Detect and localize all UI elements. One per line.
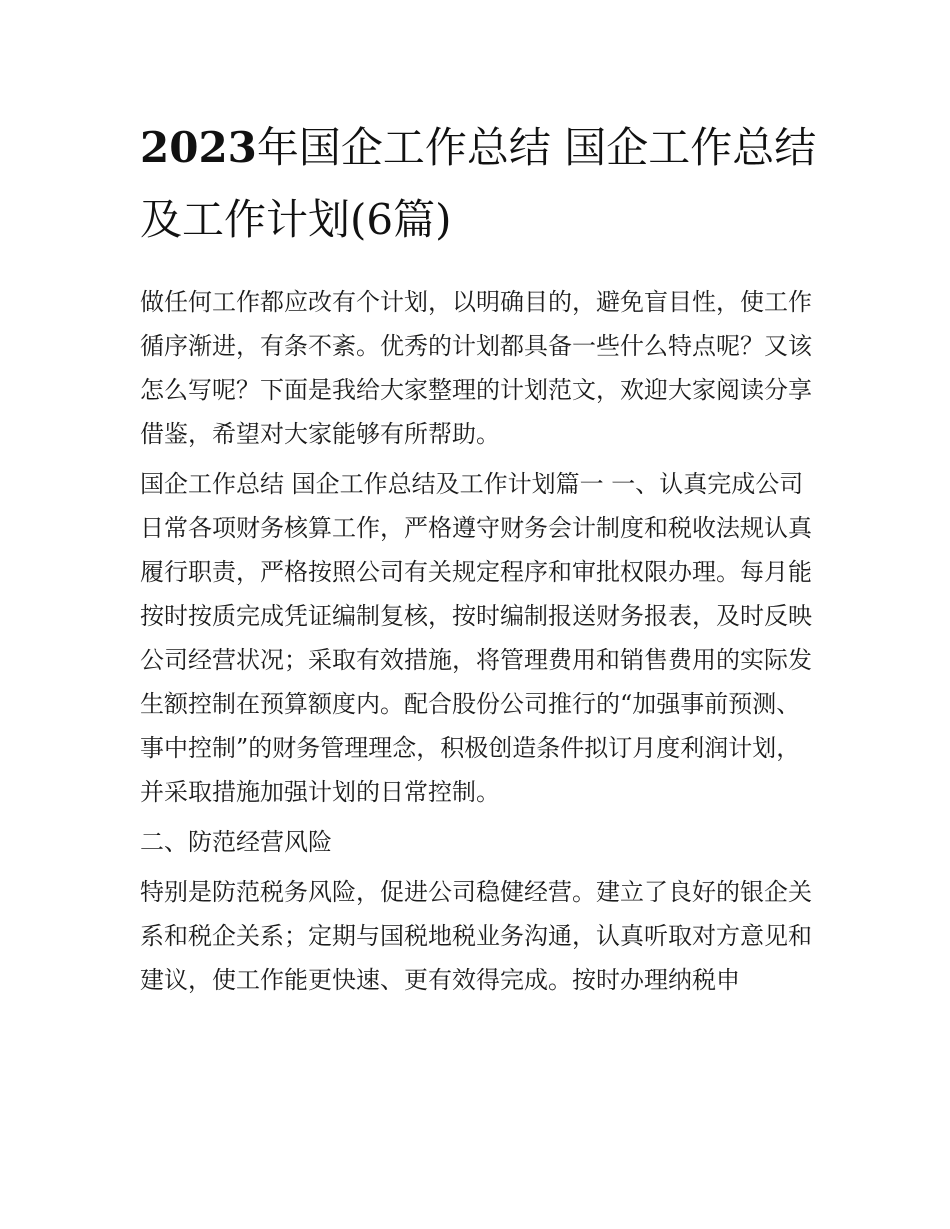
section-one-paragraph: 国企工作总结 国企工作总结及工作计划篇一 一、认真完成公司日常各项财务核算工作，严格遵守财务会计制度和税收法规认真履行职责，严格按照公司有关规定程序和审批权限办理。每月能按时按质完成凭证编制复核，按时编制报送财务报表，及时反映公司经营状况；采取有效措施，将管理费用和销售费用的实际发生额控制在预算额度内。配合股份公司推行的“加强事前预测、事中控制”的财务管理理念，积极创造条件拟订月度利润计划，并采取措施加强计划的日常控制。 (140, 470, 812, 806)
intro-paragraph: 做任何工作都应改有个计划，以明确目的，避免盲目性，使工作循序渐进，有条不紊。优秀的计划都具备一些什么特点呢？又该怎么写呢？下面是我给大家整理的计划范文，欢迎大家阅读分享借鉴，希望对大家能够有所帮助。 (140, 288, 812, 448)
document-title (140, 112, 820, 256)
section-two-heading: 二、防范经营风险 (140, 828, 332, 856)
title-year: 2023 (140, 123, 257, 172)
title-text: 年国企工作总结 国企工作总结及工作计划(6篇) (140, 123, 817, 244)
section-two-paragraph: 特别是防范税务风险，促进公司稳健经营。建立了良好的银企关系和税企关系；定期与国税地税业务沟通，认真听取对方意见和建议，使工作能更快速、更有效得完成。按时办理纳税申 (140, 878, 812, 994)
document-body (140, 280, 820, 1008)
